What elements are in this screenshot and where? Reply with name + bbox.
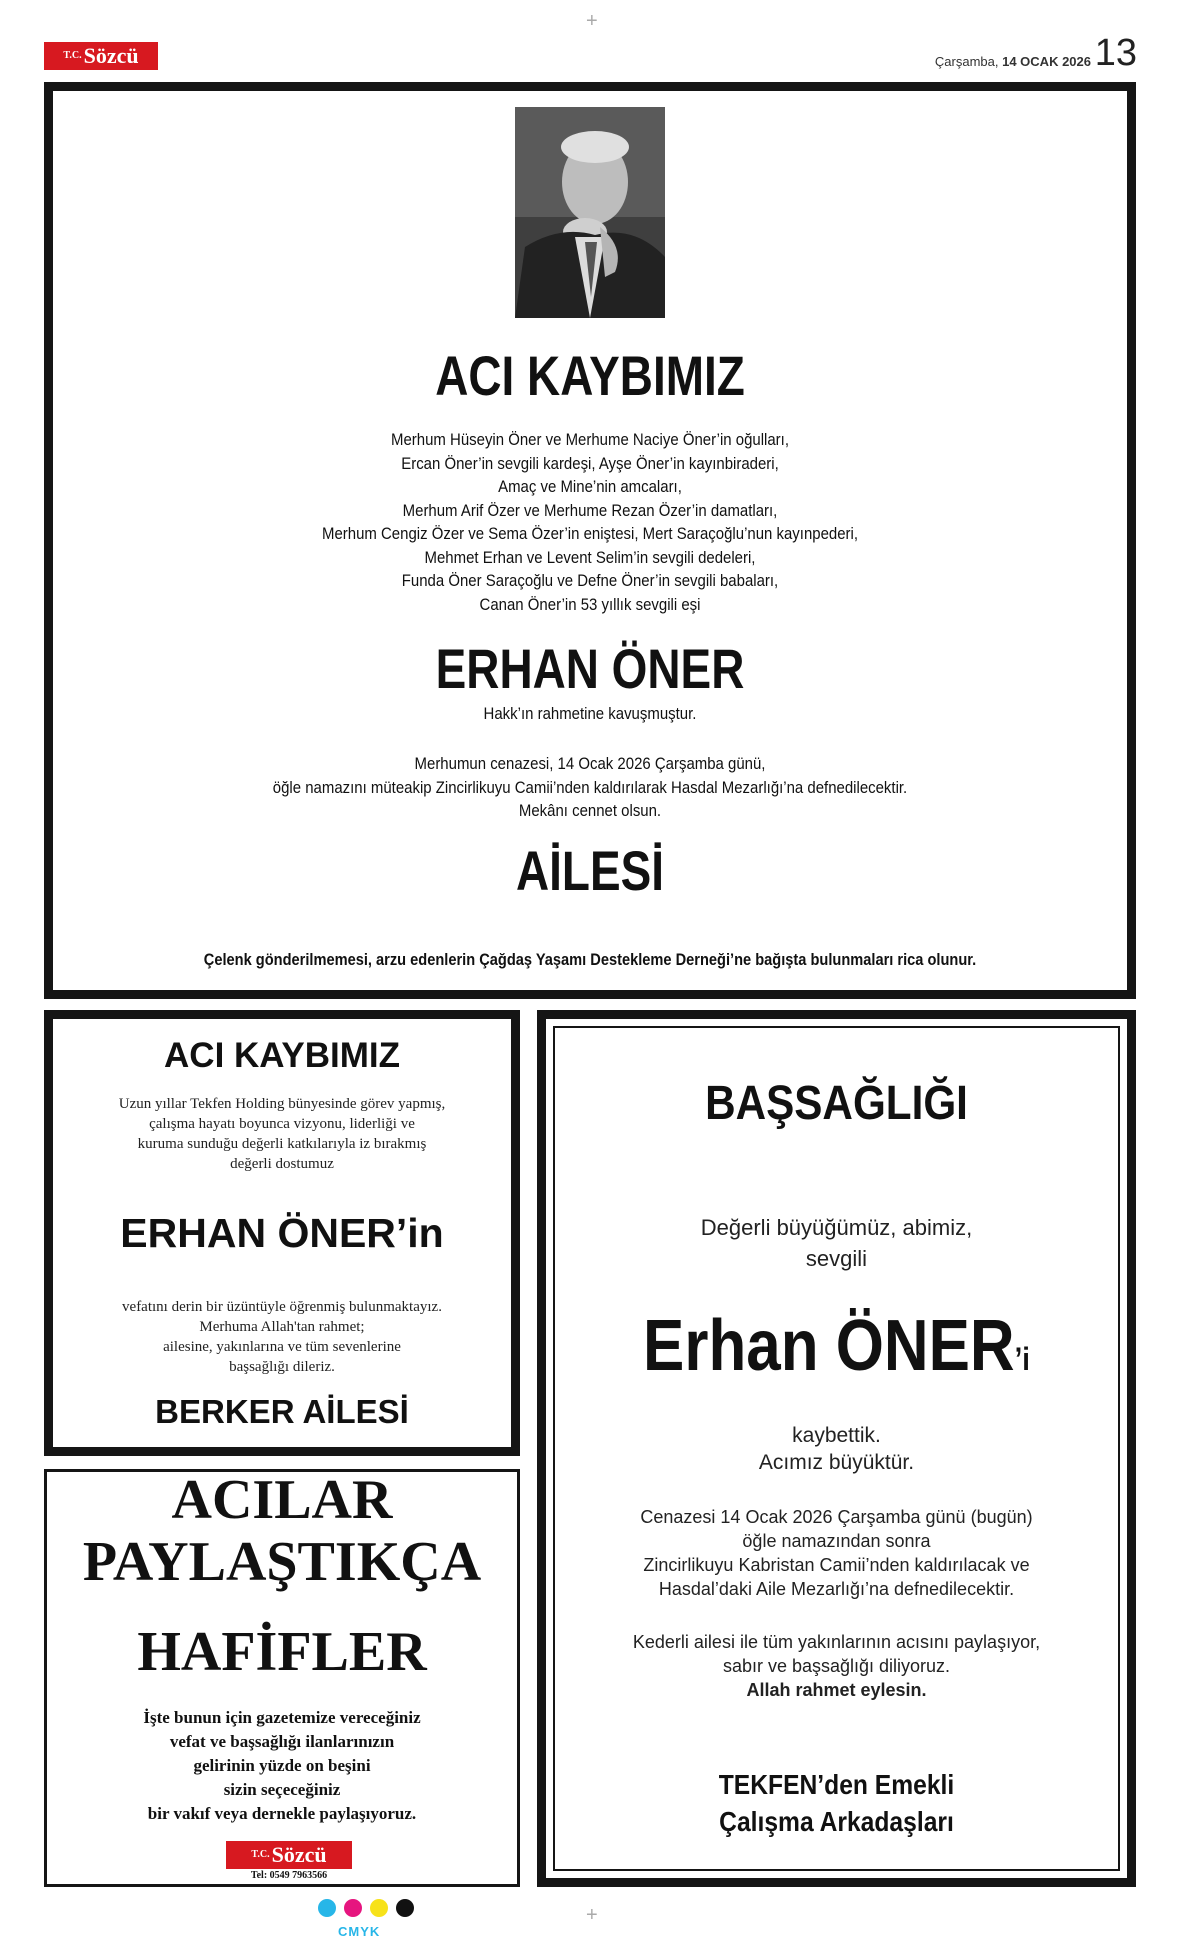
tekfen-funeral — [537, 1505, 1136, 1601]
funeral-line: Mekânı cennet olsun. — [518, 801, 662, 820]
yellow-dot-icon — [370, 1899, 388, 1917]
main-ad-family-text — [110, 428, 1071, 616]
promo-sozcu-logo — [226, 1841, 352, 1869]
funeral-line: Hasdal’daki Aile Mezarlığı’na defnedilecektir. — [658, 1579, 1015, 1599]
date-value: 14 OCAK 2026 — [1002, 54, 1091, 69]
family-line: Merhum Hüseyin Öner ve Merhume Naciye Öner’in oğulları, — [390, 430, 789, 449]
berker-outro — [44, 1297, 520, 1377]
promo-line: sizin seçeceğiniz — [223, 1780, 341, 1799]
sozcu-logo — [44, 42, 158, 70]
family-line: Ercan Öner’in sevgili kardeşi, Ayşe Öner’in kayınbiraderi, — [401, 453, 779, 473]
promo-line: bir vakıf veya dernekle paylaşıyoruz. — [147, 1804, 417, 1823]
wreath-note: Çelenk gönderilmemesi, arzu edenlerin Çağdaş Yaşamı Destekleme Derneği’ne bağışta bulunmaları rica olunur. — [203, 950, 977, 969]
intro-line: değerli dostumuz — [230, 1156, 334, 1172]
deceased-name: ERHAN ÖNER — [435, 637, 745, 700]
tekfen-title: BAŞSAĞLIĞI — [705, 1077, 968, 1130]
logo-tc: T.C. — [63, 50, 82, 61]
signature-line: Çalışma Arkadaşları — [719, 1806, 954, 1837]
family-line: Merhum Arif Özer ve Merhume Rezan Özer’in damatları, — [402, 500, 778, 520]
berker-intro — [44, 1094, 520, 1174]
berker-ad-title: ACI KAYBIMIZ — [164, 1036, 400, 1075]
funeral-line: öğle namazını müteakip Zincirlikuyu Camii’nden kaldırılarak Hasdal Mezarlığı’na defnedilecektir. — [272, 777, 908, 797]
funeral-line: Merhumun cenazesi, 14 Ocak 2026 Çarşamba günü, — [414, 754, 766, 773]
condolence-line: Kederli ailesi ile tüm yakınlarının acısını paylaşıyor, — [632, 1632, 1041, 1652]
black-dot-icon — [396, 1899, 414, 1917]
intro-line: çalışma hayatı boyunca vizyonu, liderliği ve — [149, 1116, 415, 1132]
cyan-dot-icon — [318, 1899, 336, 1917]
funeral-line: Zincirlikuyu Kabristan Camii’nden kaldırılacak ve — [643, 1555, 1030, 1575]
promo-line: İşte bunun için gazetemize vereceğiniz — [143, 1708, 421, 1727]
promo-title — [44, 1469, 520, 1683]
logo-text: Sözcü — [271, 1842, 327, 1867]
family-line: Canan Öner’in 53 yıllık sevgili eşi — [479, 594, 701, 614]
magenta-dot-icon — [344, 1899, 362, 1917]
promo-phone: Tel: 0549 7963566 — [250, 1870, 328, 1881]
crop-mark-icon: + — [586, 10, 598, 32]
cmyk-label: CMYK — [338, 1924, 381, 1939]
crop-mark-icon: + — [586, 1904, 598, 1926]
promo-line: gelirinin yüzde on beşini — [193, 1756, 371, 1775]
promo-title-line: HAFİFLER — [137, 1621, 427, 1683]
family-line: Mehmet Erhan ve Levent Selim’in sevgili dedeleri, — [424, 547, 756, 567]
portrait-photo — [515, 107, 665, 318]
funeral-info — [110, 752, 1071, 823]
outro-line: başsağlığı dileriz. — [229, 1359, 335, 1375]
date-weekday: Çarşamba, — [934, 54, 999, 69]
page-number: 13 — [1094, 32, 1137, 74]
passed-text: Hakk’ın rahmetine kavuşmuştur. — [483, 704, 697, 723]
loss-line: kaybettik. — [792, 1424, 881, 1447]
outro-line: vefatını derin bir üzüntüyle öğrenmiş bulunmaktayız. — [122, 1299, 442, 1315]
outro-line: ailesine, yakınlarına ve tüm sevenlerine — [163, 1339, 401, 1355]
signature-line: TEKFEN’den Emekli — [718, 1769, 955, 1800]
funeral-line: öğle namazından sonra — [742, 1531, 931, 1551]
tekfen-condolence — [537, 1630, 1136, 1702]
tekfen-loss — [537, 1422, 1136, 1476]
rahmet-line: Allah rahmet eylesin. — [746, 1680, 927, 1700]
family-line: Amaç ve Mine’nin amcaları, — [498, 477, 682, 496]
loss-line: Acımız büyüktür. — [758, 1451, 915, 1474]
intro-line: kuruma sunduğu değerli katkılarıyla iz bırakmış — [137, 1136, 427, 1152]
main-ad-title: ACI KAYBIMIZ — [435, 344, 745, 407]
berker-signature: BERKER AİLESİ — [155, 1393, 409, 1430]
family-line: Merhum Cengiz Özer ve Sema Özer’in eniştesi, Mert Saraçoğlu’nun kayınpederi, — [321, 524, 859, 543]
tekfen-intro — [537, 1212, 1136, 1274]
tekfen-deceased-name — [579, 1305, 1094, 1387]
condolence-line: sabır ve başsağlığı diliyoruz. — [722, 1656, 951, 1676]
name-text: Erhan ÖNER — [643, 1306, 1015, 1386]
header-date — [935, 54, 1091, 69]
family-line: Funda Öner Saraçoğlu ve Defne Öner’in sevgili babaları, — [401, 571, 779, 590]
name-suffix: ’i — [1014, 1341, 1030, 1377]
intro-line: Değerli büyüğümüz, abimiz, — [700, 1215, 973, 1240]
promo-title-line: PAYLAŞTIKÇA — [82, 1531, 482, 1593]
promo-body — [44, 1706, 520, 1826]
main-ad-signature: AİLESİ — [516, 839, 664, 902]
promo-line: vefat ve başsağlığı ilanlarınızın — [169, 1732, 395, 1751]
logo-tc: T.C. — [251, 1849, 270, 1860]
berker-deceased-name: ERHAN ÖNER’in — [120, 1210, 444, 1256]
outro-line: Merhuma Allah'tan rahmet; — [199, 1319, 365, 1335]
logo-text: Sözcü — [83, 43, 139, 68]
tekfen-signature — [573, 1766, 1100, 1840]
intro-line: Uzun yıllar Tekfen Holding bünyesinde görev yapmış, — [118, 1096, 446, 1112]
intro-line: sevgili — [805, 1246, 868, 1271]
promo-title-line: ACILAR — [171, 1469, 393, 1531]
funeral-line: Cenazesi 14 Ocak 2026 Çarşamba günü (bugün) — [640, 1507, 1033, 1527]
